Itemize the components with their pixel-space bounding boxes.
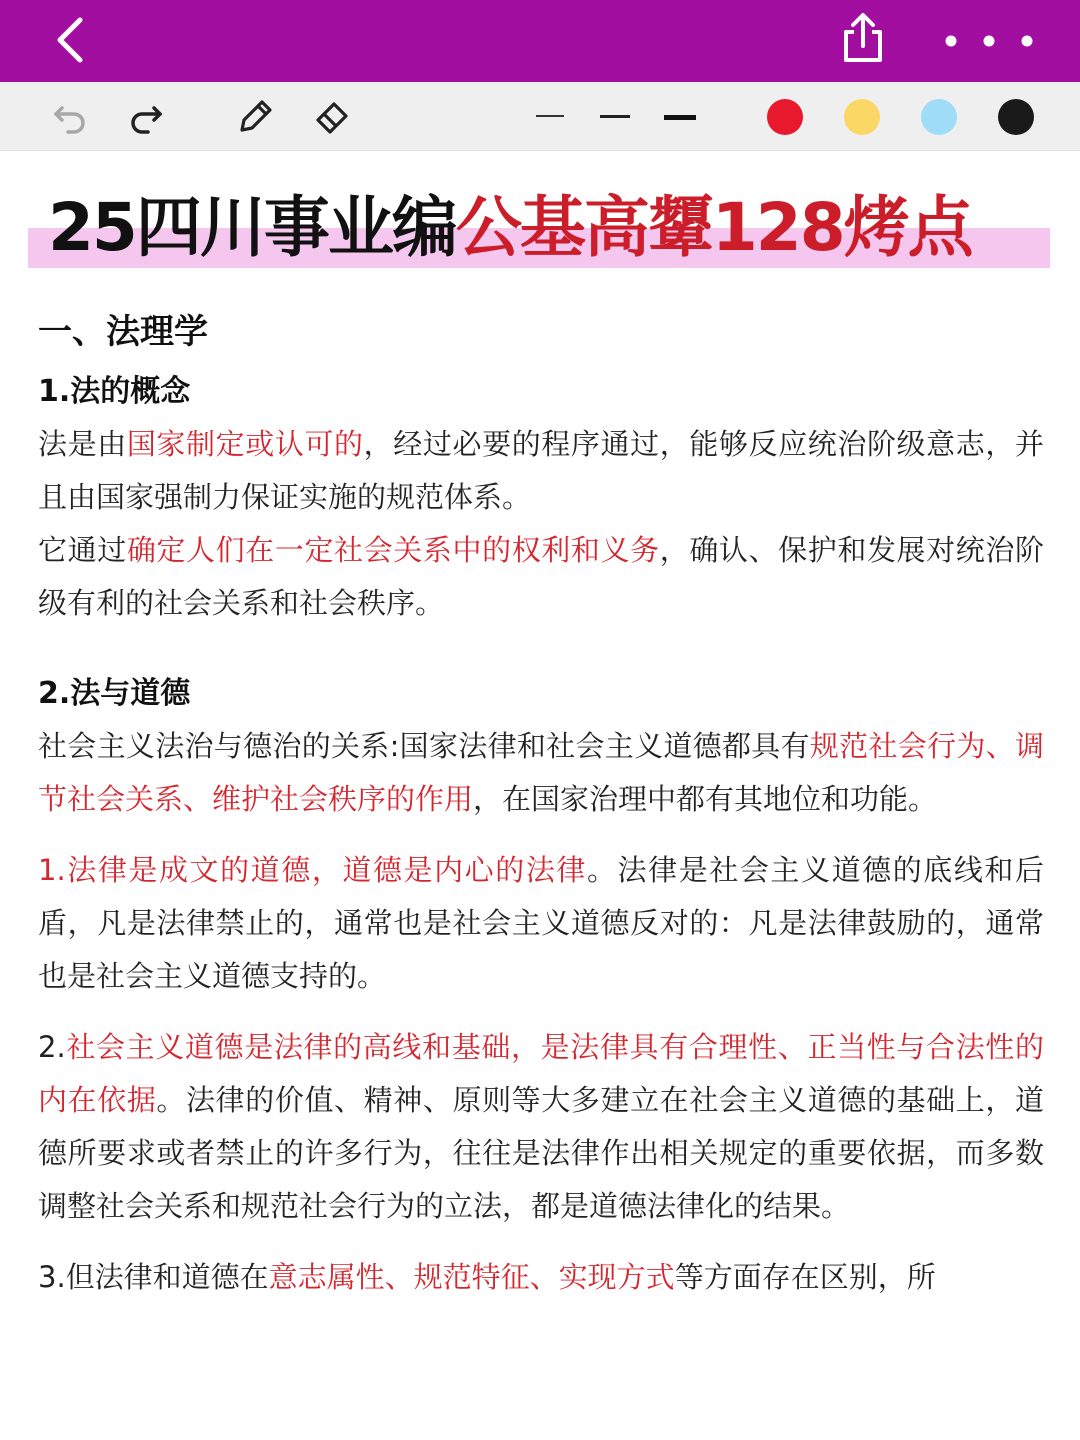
text: 。法律的价值、精神、原则等大多建立在社会主义道德的基础上，道德所要求或者禁止的许多行为，往往是法律作出相关规定的重要依据，而多数调整社会关系和规范社会行为的立法，都是道德法律化的结果。 xyxy=(38,1083,1044,1223)
back-icon[interactable] xyxy=(48,14,98,66)
section-heading: 一、法理学 xyxy=(38,312,208,352)
page-title xyxy=(28,182,1050,274)
color-yellow-swatch[interactable] xyxy=(844,99,880,135)
note-content xyxy=(38,306,1044,1304)
undo-icon[interactable] xyxy=(50,96,90,136)
text: ，在国家治理中都有其地位和功能。 xyxy=(473,782,938,816)
more-icon[interactable] xyxy=(938,28,1038,54)
paragraph xyxy=(38,524,1044,630)
item-heading: 1.法的概念 xyxy=(38,374,191,409)
title-part-black: 25四川事业编 xyxy=(48,189,456,266)
text: 等方面存在区别，所 xyxy=(674,1260,936,1294)
text: 。法律是社会主义道德的底线和后盾，凡是法律禁止的，通常也是社会主义道德反对的：凡是法律鼓励的，通常也是社会主义道德支持的。 xyxy=(38,853,1044,993)
title-part-red: 公基高顰128烤点 xyxy=(455,189,972,266)
highlighted-text: 国家制定或认可的 xyxy=(126,427,364,461)
highlighted-text: 1.法律是成文的道德，道德是内心的法律 xyxy=(38,853,587,887)
pencil-icon[interactable] xyxy=(234,96,274,136)
paragraph xyxy=(38,720,1044,826)
top-app-bar xyxy=(0,0,1080,82)
paragraph xyxy=(38,418,1044,524)
stroke-thick-option[interactable] xyxy=(664,115,696,120)
text: 社会主义法治与德治的关系:国家法律和社会主义道德都具有 xyxy=(38,729,810,763)
color-blue-swatch[interactable] xyxy=(921,99,957,135)
drawing-toolbar xyxy=(0,82,1080,151)
stroke-thin-option[interactable] xyxy=(536,115,564,117)
eraser-icon[interactable] xyxy=(312,96,352,136)
text: 3.但法律和道德在 xyxy=(38,1260,269,1294)
text: 法是由 xyxy=(38,427,127,461)
redo-icon[interactable] xyxy=(126,96,166,136)
text: 2. xyxy=(38,1030,66,1064)
paragraph xyxy=(38,1251,1044,1304)
paragraph xyxy=(38,1021,1044,1233)
item-heading: 2.法与道德 xyxy=(38,676,191,711)
highlighted-text: 确定人们在一定社会关系中的权利和义务 xyxy=(126,533,660,567)
color-black-swatch[interactable] xyxy=(998,99,1034,135)
stroke-medium-option[interactable] xyxy=(600,115,630,118)
text: ，确认、保护和发展对统治阶级有利的社会关系和社会秩序。 xyxy=(38,533,1044,620)
color-red-swatch[interactable] xyxy=(767,99,803,135)
paragraph xyxy=(38,844,1044,1003)
highlighted-text: 意志属性、规范特征、实现方式 xyxy=(268,1260,675,1294)
text: 它通过 xyxy=(38,533,127,567)
text: ，经过必要的程序通过，能够反应统治阶级意志，并且由国家强制力保证实施的规范体系。 xyxy=(38,427,1044,514)
share-icon[interactable] xyxy=(838,10,888,66)
highlighted-text: 规范社会行为、调节社会关系、维护社会秩序的作用 xyxy=(38,729,1044,816)
highlighted-text: 社会主义道德是法律的高线和基础，是法律具有合理性、正当性与合法性的内在依据 xyxy=(38,1030,1044,1117)
